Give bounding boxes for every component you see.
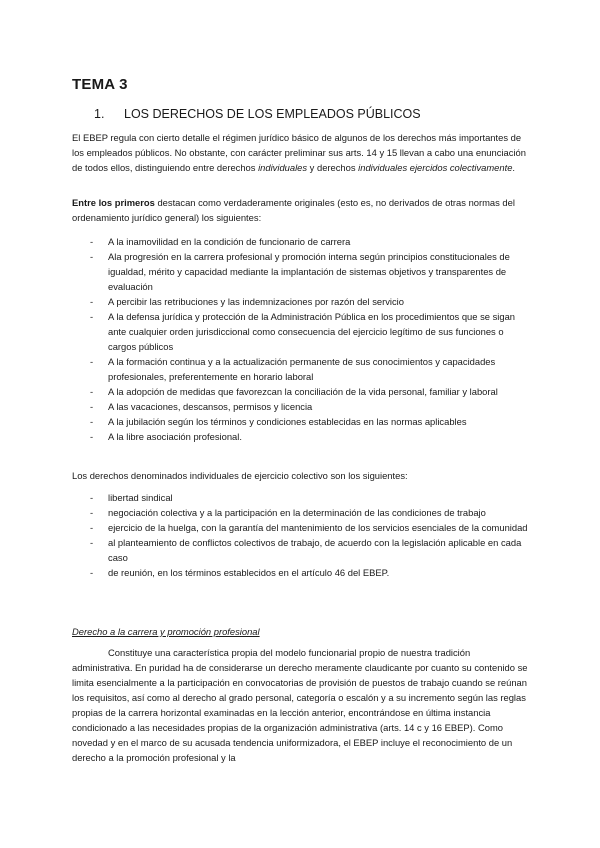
intro-text-3: . <box>512 162 516 173</box>
list-item: - libertad sindical <box>72 490 532 505</box>
primeros-paragraph <box>72 195 532 225</box>
list-item: - de reunión, en los términos establecidos en el artículo 46 del EBEP. <box>72 565 532 580</box>
page-title: TEMA 3 <box>72 76 128 93</box>
section-label: LOS DERECHOS DE LOS EMPLEADOS PÚBLICOS <box>124 107 421 121</box>
subheading: Derecho a la carrera y promoción profesional <box>72 626 260 637</box>
intro-italic-individuales: individuales <box>258 162 308 173</box>
primeros-text: destacan como verdaderamente originales (esto es, no derivados de otras normas del ordenamiento jurídico general) los siguientes: <box>72 197 515 223</box>
list-item: - A la formación continua y a la actualización permanente de sus conocimientos y capacidades profesionales, preferentemente en horario laboral <box>72 354 532 384</box>
list-item: - A la libre asociación profesional. <box>72 429 532 444</box>
collective-intro: Los derechos denominados individuales de ejercicio colectivo son los siguientes: <box>72 470 408 481</box>
list-item: - ejercicio de la huelga, con la garantía del mantenimiento de los servicios esenciales de la comunidad <box>72 520 532 535</box>
intro-italic-colectivos: individuales ejercidos colectivamente <box>358 162 513 173</box>
list-item: - A percibir las retribuciones y las indemnizaciones por razón del servicio <box>72 294 532 309</box>
intro-text-1: El EBEP regula con cierto detalle el régimen jurídico básico de algunos de los derechos más importantes de los empleados públicos. No obstante, con carácter preliminar sus arts. 14 y 15 llevan a cabo una enunciación de todos ellos, distinguiendo entre derechos <box>72 132 526 173</box>
section-number: 1. <box>94 107 105 121</box>
list-item: - A las vacaciones, descansos, permisos y licencia <box>72 399 532 414</box>
list-item: - negociación colectiva y a la participación en la determinación de las condiciones de trabajo <box>72 505 532 520</box>
intro-paragraph <box>72 130 532 175</box>
list-item: - A la adopción de medidas que favorezcan la conciliación de la vida personal, familiar y laboral <box>72 384 532 399</box>
list-item: - A la inamovilidad en la condición de funcionario de carrera <box>72 234 532 249</box>
list-item: - al planteamiento de conflictos colectivos de trabajo, de acuerdo con la legislación aplicable en cada caso <box>72 535 532 565</box>
intro-text-2: y derechos <box>307 162 359 173</box>
collective-rights-list <box>72 490 532 580</box>
primeros-bold: Entre los primeros <box>72 197 155 208</box>
list-item: - Ala progresión en la carrera profesional y promoción interna según principios constitucionales de igualdad, mérito y capacidad mediante la implantación de sistemas objetivos y transparentes de evaluación <box>72 249 532 294</box>
list-item: - A la defensa jurídica y protección de la Administración Pública en los procedimientos que se sigan ante cualquier orden jurisdiccional como consecuencia del ejercicio legítimo de sus funciones o cargos públicos <box>72 309 532 354</box>
list-item: - A la jubilación según los términos y condiciones establecidas en las normas aplicables <box>72 414 532 429</box>
section-heading <box>94 107 534 121</box>
carrera-paragraph: Constituye una característica propia del modelo funcionarial propio de nuestra tradición administrativa. En puridad ha de considerarse un derecho meramente claudicante por cuanto su contenido se limita esencialmente a la participación en convocatorias de provisión de puestos de trabajo cuando se reúnan los requisitos, así como al derecho al grado personal, categoría o escalón y a su incremento según las reglas propias de la carrera horizontal examinadas en la lección anterior, encontrándose en última instancia condicionado a las necesidades propias de la organización administrativa (arts. 14 c y 16 EBEP). Como novedad y en el marco de su acusada tendencia uniformizadora, el EBEP incluye el reconocimiento de un derecho a la promoción profesional y la <box>72 647 528 763</box>
individual-rights-list <box>72 234 532 444</box>
